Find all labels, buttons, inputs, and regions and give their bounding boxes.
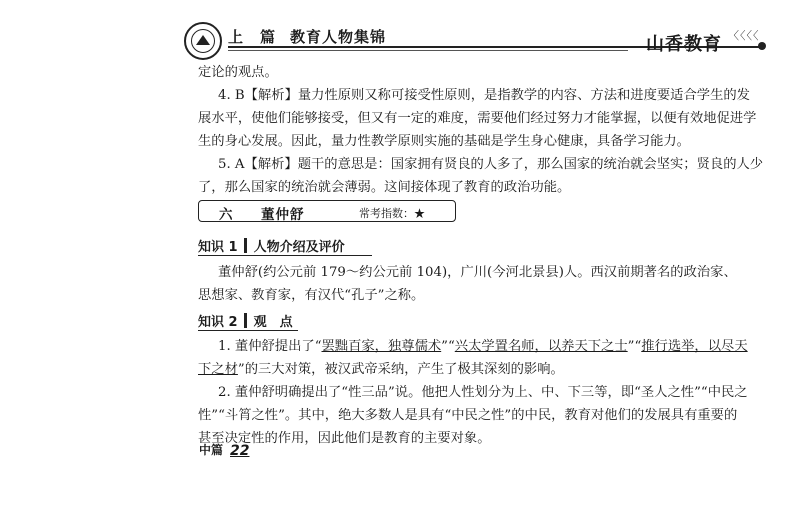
header-chapter: 教育人物集锦 <box>290 28 387 46</box>
paragraph-line: 思想家、教育家，有汉代“孔子”之称。 <box>198 288 425 303</box>
section-frequency: 常考指数：★ <box>359 207 425 220</box>
publisher-logo-icon <box>184 22 222 60</box>
knowledge-2-tag: 知识 2 <box>198 315 238 330</box>
paragraph-line: 甚至决定性的作用，因此他们是教育的主要对象。 <box>198 431 491 446</box>
section-number: 六 <box>219 207 233 223</box>
policy-1: 罢黜百家，独尊儒术 <box>321 339 442 354</box>
brand-decoration: 〈〈〈〈 <box>728 29 760 42</box>
paragraph-line: 2. 董仲舒明确提出了“性三品”说。他把人性划分为上、中、下三等，即“圣人之性”“中民之 <box>218 385 748 400</box>
paragraph-line: 4. B【解析】量力性原则又称可接受性原则，是指教学的内容、方法和进度要适合学生的发 <box>218 88 750 103</box>
knowledge-1-rule <box>198 255 372 256</box>
section-name: 董仲舒 <box>261 207 305 223</box>
policy-2: 兴太学置名师，以养天下之士 <box>454 339 628 354</box>
footer-mark: 中篇 <box>199 443 224 457</box>
knowledge-1-title: 人物介绍及评价 <box>253 240 345 255</box>
knowledge-2-rule <box>198 330 298 331</box>
paragraph-line: 了，那么国家的统治就会薄弱。这间接体现了教育的政治功能。 <box>198 180 571 195</box>
paragraph-line: 董仲舒(约公元前 179～约公元前 104)，广川(今河北景县)人。西汉前期著名的政治家、 <box>218 265 737 280</box>
paragraph-line: 生的身心发展。因此，量力性教学原则实施的基础是学生身心健康，具备学习能力。 <box>198 134 690 149</box>
knowledge-1-heading <box>198 236 345 254</box>
paragraph-line: 1. 董仲舒提出了“罢黜百家，独尊儒术”“兴太学置名师，以养天下之士”“推行选举，以尽天 <box>218 339 748 354</box>
paragraph-line: 展水平，使他们能够接受，但又有一定的难度，需要他们经过努力才能掌握，以便有效地促进学 <box>198 111 757 126</box>
knowledge-2-heading <box>198 311 293 329</box>
brand-name: 山香教育 <box>646 34 722 55</box>
header-rule-thin <box>228 50 628 51</box>
paragraph-line: 5. A【解析】题干的意思是：国家拥有贤良的人多了，那么国家的统治就会坚实；贤良的人少 <box>218 157 764 172</box>
policy-3: 推行选举，以尽天 <box>641 339 748 354</box>
header-part: 上 篇 <box>228 28 277 46</box>
paragraph-line: 定论的观点。 <box>198 65 278 80</box>
paragraph-line: 下之材”的三大对策，被汉武帝采纳，产生了极其深刻的影响。 <box>198 362 564 377</box>
header-dot-icon <box>758 42 766 50</box>
knowledge-2-title: 观 点 <box>253 315 293 330</box>
policy-3-cont: 下之材 <box>198 362 238 377</box>
paragraph-line: 性”“斗筲之性”。其中，绝大多数人是具有“中民之性”的中民，教育对他们的发展具有重要的 <box>198 408 738 423</box>
section-heading <box>198 200 456 222</box>
header-title <box>228 26 386 47</box>
page-number: 22 <box>230 443 250 459</box>
knowledge-1-tag: 知识 1 <box>198 240 238 255</box>
